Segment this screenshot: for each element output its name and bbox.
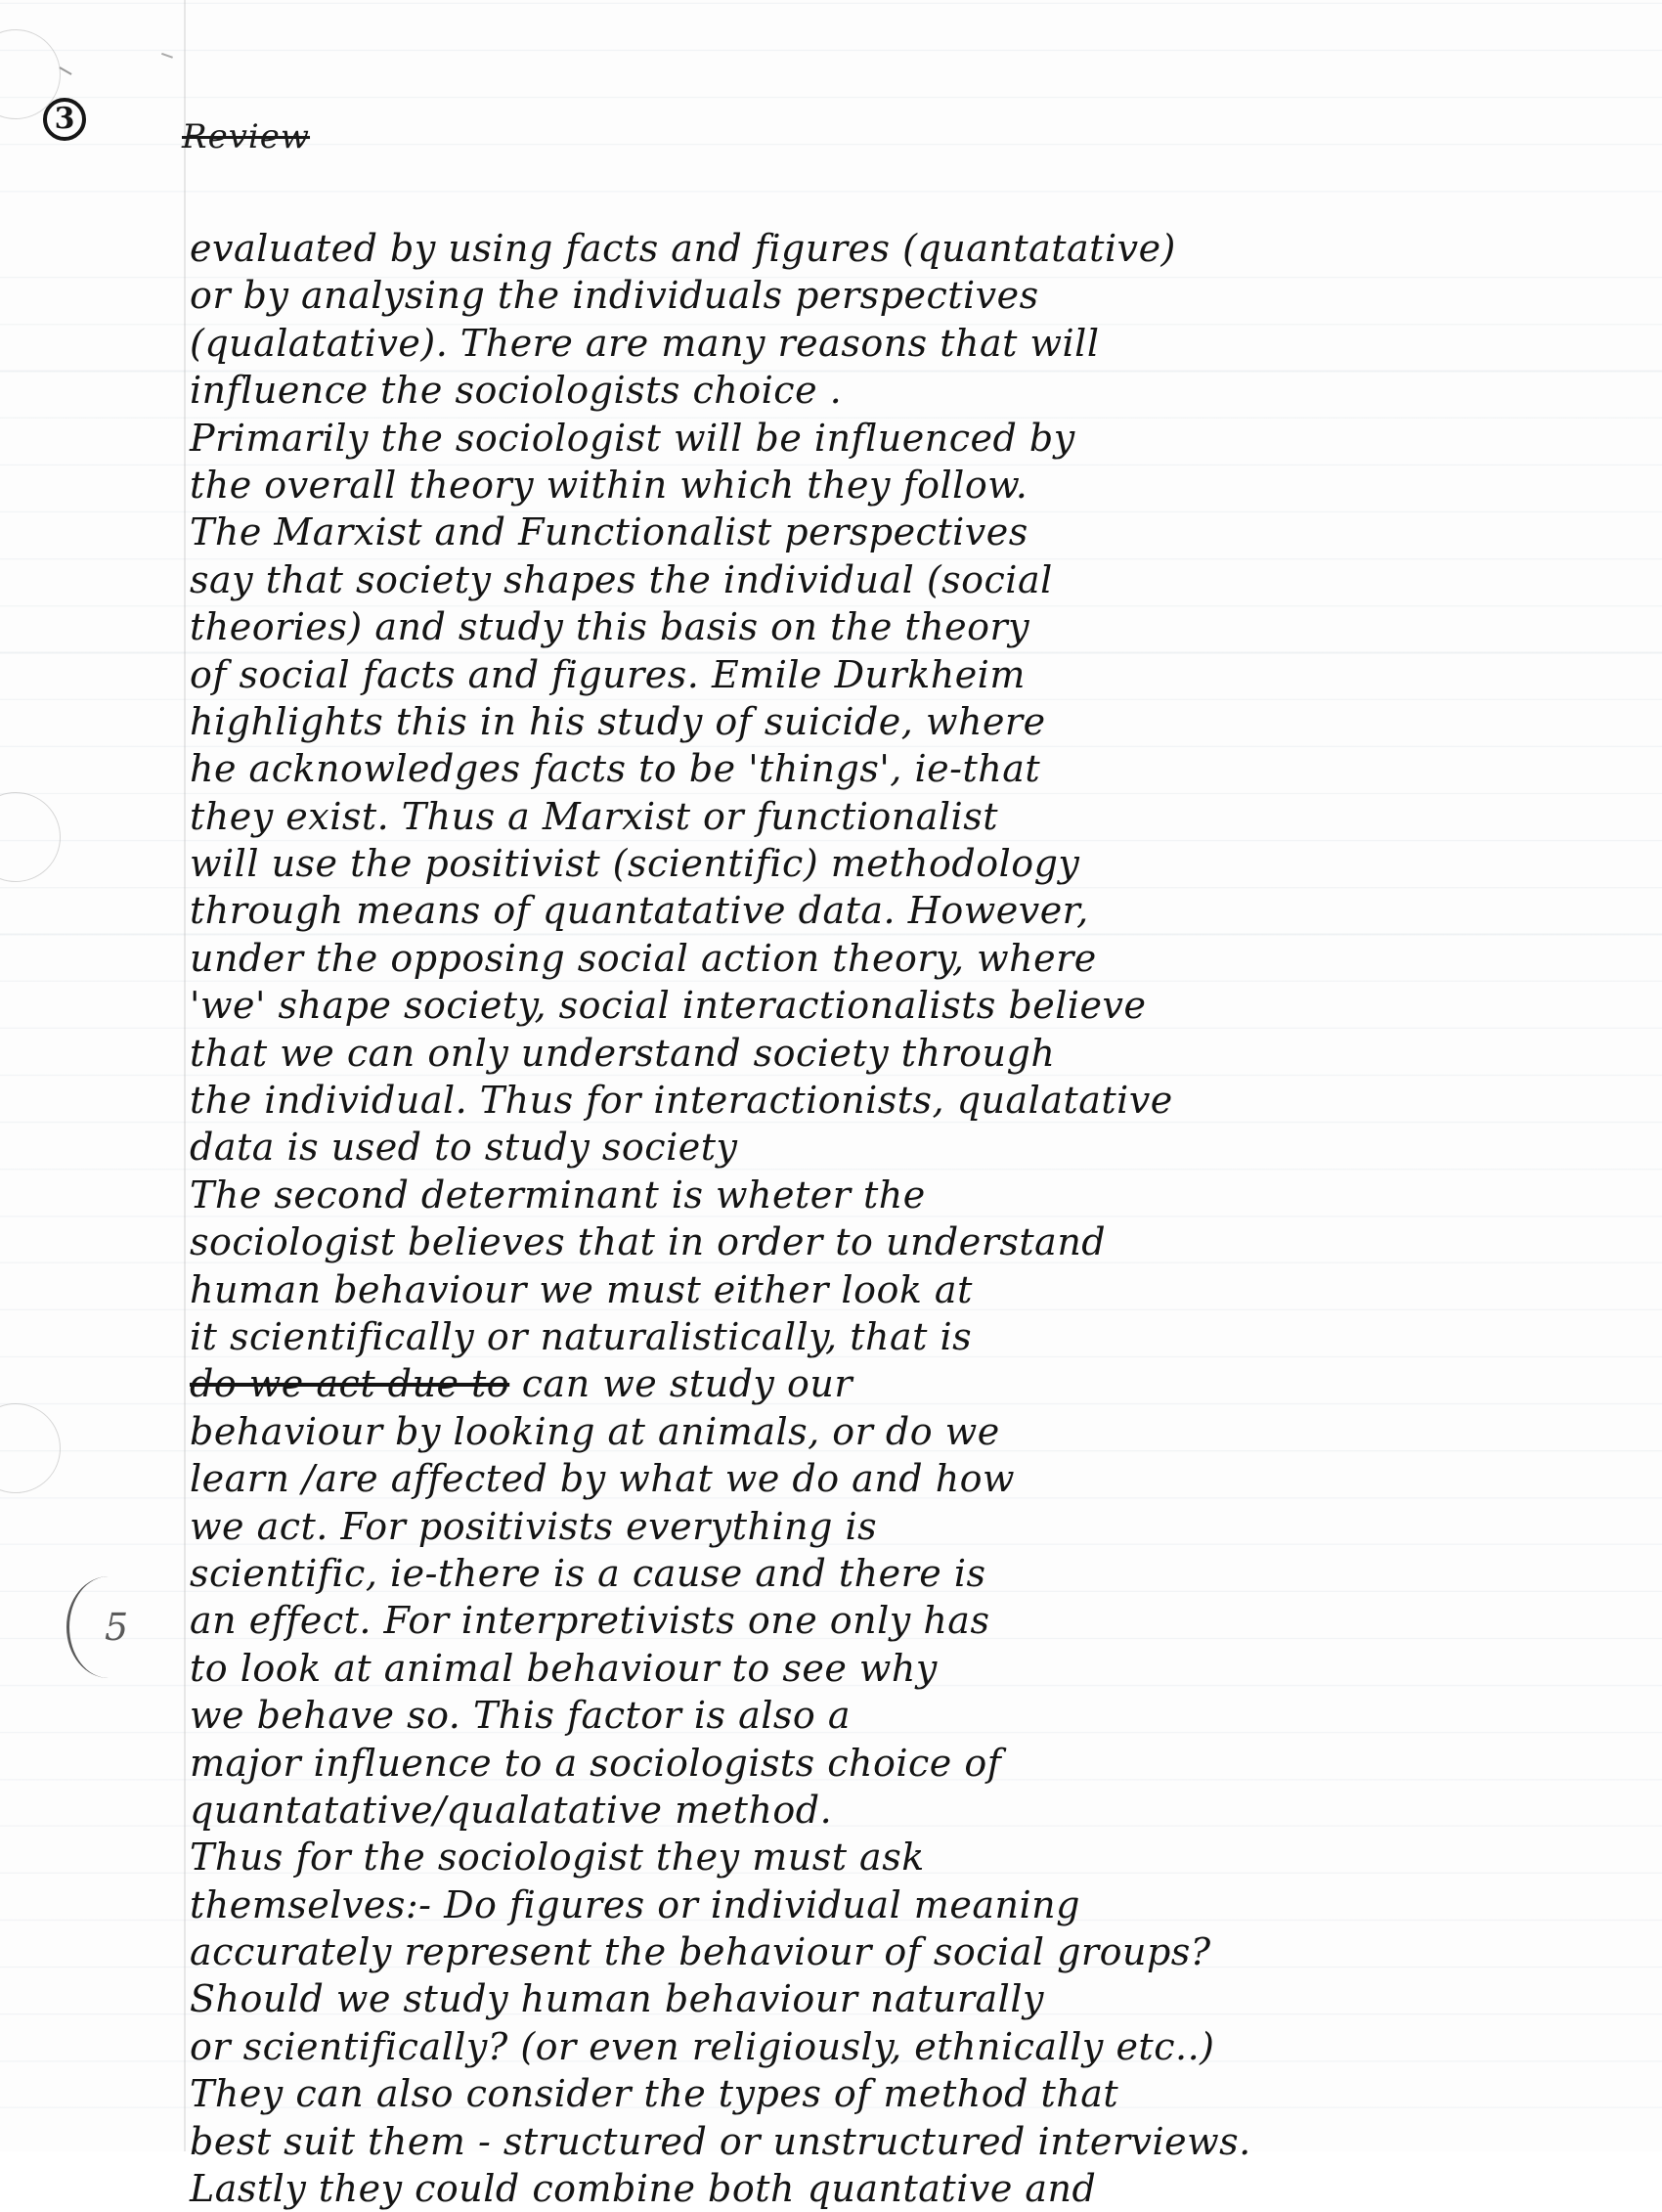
essay-text: themselves:- Do figures or individual meaning: [190, 1882, 1080, 1926]
essay-line: [190, 1834, 1597, 1880]
essay-line: [190, 272, 1597, 319]
essay-text: (qualatative). There are many reasons that will: [190, 321, 1100, 365]
essay-text: Should we study human behaviour naturally: [190, 1977, 1044, 2021]
essay-line: [190, 2023, 1597, 2070]
essay-text: highlights this in his study of suicide, where: [190, 699, 1046, 743]
essay-line: [190, 1787, 1597, 1834]
essay-text: best suit them - structured or unstructured interviews.: [190, 2119, 1251, 2163]
essay-text: an effect. For interpretivists one only has: [190, 1599, 990, 1643]
essay-text: under the opposing social action theory, where: [190, 936, 1097, 980]
pen-mark: [59, 60, 75, 75]
essay-line: [190, 1881, 1597, 1928]
essay-line: [190, 840, 1597, 887]
essay-line: [190, 1360, 1597, 1407]
essay-line: [190, 1218, 1597, 1265]
essay-line: [190, 1975, 1597, 2022]
essay-text: major influence to a sociologists choice of: [190, 1741, 1002, 1785]
essay-text: the individual. Thus for interactionists, qualatative: [190, 1079, 1173, 1123]
essay-line: [190, 603, 1597, 650]
essay-line: [190, 415, 1597, 462]
essay-line: [190, 225, 1597, 272]
essay-text: that we can only understand society through: [190, 1031, 1056, 1075]
essay-line: [190, 1740, 1597, 1787]
essay-text: we act. For positivists everything is: [190, 1504, 878, 1548]
essay-line: [190, 935, 1597, 982]
essay-text: it scientifically or naturalistically, that is: [190, 1314, 973, 1358]
essay-text: they exist. Thus a Marxist or functionalist: [190, 794, 998, 838]
essay-line: [190, 2165, 1597, 2212]
essay-text: he acknowledges facts to be 'things', ie-that: [190, 747, 1041, 791]
essay-line: [190, 1124, 1597, 1171]
essay-line: [190, 1266, 1597, 1313]
essay-text: theories) and study this basis on the theory: [190, 605, 1030, 649]
essay-line: [190, 367, 1597, 414]
essay-line: [190, 2118, 1597, 2165]
essay-text: The second determinant is wheter the: [190, 1172, 926, 1217]
essay-line: [190, 1408, 1597, 1455]
essay-text: of social facts and figures. Emile Durkheim: [190, 652, 1026, 696]
essay-text: or scientifically? (or even religiously, ethnically etc..): [190, 2024, 1215, 2068]
essay-text: we behave so. This factor is also a: [190, 1694, 852, 1738]
essay-line: [190, 651, 1597, 698]
essay-line: [190, 793, 1597, 840]
essay-line: [190, 1645, 1597, 1692]
essay-text: Primarily the sociologist will be influenced by: [190, 416, 1075, 460]
essay-text: human behaviour we must either look at: [190, 1267, 973, 1311]
crossed-out-heading: Review: [182, 117, 311, 156]
essay-line: [190, 556, 1597, 603]
essay-text: evaluated by using facts and figures (quantatative): [190, 227, 1176, 270]
margin-line: [184, 0, 186, 2151]
essay-line: [190, 1550, 1597, 1597]
essay-line: [190, 745, 1597, 792]
essay-text: data is used to study society: [190, 1126, 738, 1170]
essay-text: Lastly they could combine both quantative and: [190, 2167, 1097, 2211]
essay-line: [190, 509, 1597, 555]
essay-text: can we study our: [509, 1362, 853, 1406]
page-number: 3: [43, 98, 86, 141]
essay-text: 'we' shape society, social interactionalists believe: [190, 984, 1147, 1028]
essay-text: They can also consider the types of method that: [190, 2072, 1119, 2116]
essay-text: through means of quantatative data. However,: [190, 889, 1089, 933]
essay-line: [190, 1597, 1597, 1644]
essay-text: learn /are affected by what we do and how: [190, 1457, 1016, 1501]
essay-line: [190, 1928, 1597, 1975]
margin-grade: 5: [66, 1576, 151, 1678]
essay-text: behaviour by looking at animals, or do we: [190, 1409, 1000, 1453]
essay-line: [190, 1030, 1597, 1077]
essay-line: [190, 1692, 1597, 1739]
essay-line: [190, 1313, 1597, 1360]
essay-text: influence the sociologists choice .: [190, 369, 843, 413]
struck-out-text: do we act due to: [190, 1362, 510, 1406]
essay-text: quantatative/qualatative method.: [190, 1788, 833, 1832]
essay-line: [190, 1172, 1597, 1218]
punch-hole: [0, 792, 61, 882]
essay-line: [190, 2070, 1597, 2117]
pen-mark: [161, 47, 175, 59]
essay-line: [190, 1503, 1597, 1550]
essay-text: to look at animal behaviour to see why: [190, 1646, 938, 1690]
essay-text: scientific, ie-there is a cause and there is: [190, 1551, 986, 1595]
essay-line: [190, 698, 1597, 745]
essay-text: say that society shapes the individual (social: [190, 557, 1053, 601]
essay-text: or by analysing the individuals perspectives: [190, 274, 1039, 318]
essay-line: [190, 982, 1597, 1029]
essay-text: accurately represent the behaviour of social groups?: [190, 1930, 1211, 1974]
essay-line: [190, 462, 1597, 509]
essay-text: will use the positivist (scientific) methodology: [190, 842, 1080, 886]
essay-text: sociologist believes that in order to understand: [190, 1220, 1107, 1264]
essay-line: [190, 887, 1597, 934]
essay-text: Thus for the sociologist they must ask: [190, 1836, 925, 1880]
handwritten-essay: [190, 225, 1597, 2212]
essay-line: [190, 320, 1597, 367]
essay-text: the overall theory within which they follow.: [190, 463, 1028, 507]
essay-line: [190, 1455, 1597, 1502]
punch-hole: [0, 1403, 61, 1493]
essay-line: [190, 1077, 1597, 1124]
essay-text: The Marxist and Functionalist perspectives: [190, 510, 1028, 554]
